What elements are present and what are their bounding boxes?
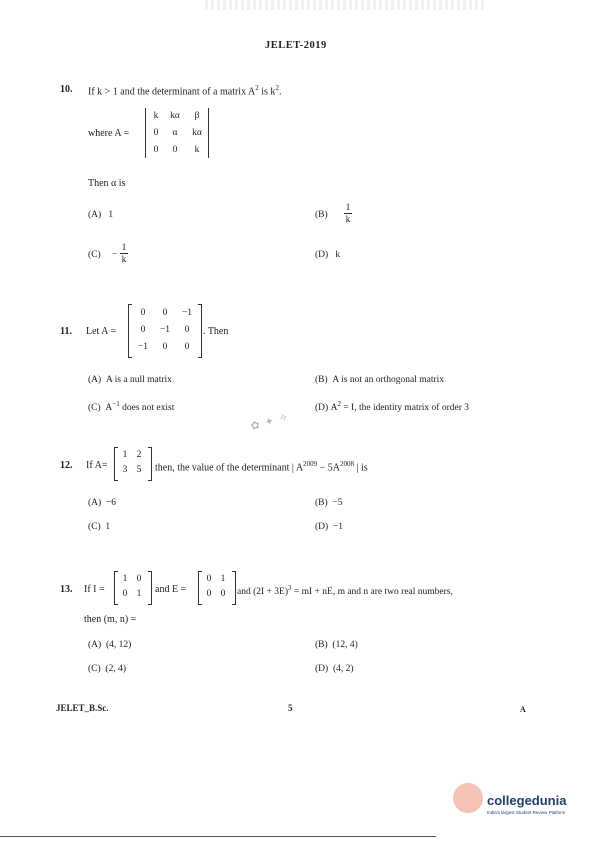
q10-where: where A = xyxy=(88,128,130,139)
q11-option-c: (C) $A^{-1}$ does not exist xyxy=(88,400,175,414)
q11-option-b: (B) A is not an orthogonal matrix xyxy=(315,375,445,385)
matrix-cell: 2 xyxy=(136,450,142,460)
footer-rule xyxy=(0,836,436,837)
matrix-cell: 0 xyxy=(206,589,212,599)
matrix-cell: 0 xyxy=(153,145,159,155)
q12-if: If A= xyxy=(86,460,108,471)
matrix-cell: −1 xyxy=(159,325,171,335)
q10-stem: If k > 1 and the determinant of a matrix $A^2$ is $k^2$. xyxy=(88,84,282,98)
q13-then: then (m, n) = xyxy=(84,614,137,625)
matrix-cell: α xyxy=(172,128,178,138)
logo-tagline: India's largest Student Review Platform xyxy=(487,810,566,815)
q13-if: If I = xyxy=(84,584,105,595)
matrix-cell: β xyxy=(194,111,200,121)
q12-option-a: (A) −6 xyxy=(88,498,117,508)
q10-option-b-label: (B) xyxy=(315,210,328,220)
q13-number: 13. xyxy=(60,584,73,595)
matrix-cell: 1 xyxy=(136,589,142,599)
q13-matrix-e xyxy=(198,572,236,604)
q12-option-c: (C) 1 xyxy=(88,522,111,532)
matrix-cell: −1 xyxy=(137,342,149,352)
logo-name: collegedunia xyxy=(487,793,567,808)
q10-then: Then α is xyxy=(88,178,126,189)
q11-number: 11. xyxy=(60,326,72,337)
matrix-cell: kα xyxy=(170,111,180,121)
matrix-cell: 3 xyxy=(122,465,128,475)
q12-number: 12. xyxy=(60,460,73,471)
q11-let: Let A = xyxy=(86,326,117,337)
matrix-cell: kα xyxy=(192,128,202,138)
matrix-cell: 1 xyxy=(122,450,128,460)
matrix-cell: 0 xyxy=(184,325,190,335)
q13-matrix-i xyxy=(114,572,152,604)
footer-page-number: 5 xyxy=(288,703,293,713)
q10-option-c-label: (C) xyxy=(88,250,101,260)
q10-option-d: (D) k xyxy=(315,250,341,260)
matrix-cell: 0 xyxy=(184,342,190,352)
watermark-stamp: ✿ ✦ ✧ xyxy=(248,410,291,433)
matrix-cell: 0 xyxy=(140,308,146,318)
matrix-cell: 0 xyxy=(220,589,226,599)
q13-option-b: (B) (12, 4) xyxy=(315,640,358,650)
q11-then: . Then xyxy=(203,326,229,337)
q10-number: 10. xyxy=(60,84,73,95)
matrix-cell: −1 xyxy=(181,308,193,318)
q10-option-c-sign: − xyxy=(112,250,118,260)
footer-code: JELET_B.Sc. xyxy=(56,703,109,713)
matrix-cell: k xyxy=(194,145,200,155)
q13-and-e: and E = xyxy=(155,584,187,595)
matrix-cell: 0 xyxy=(136,574,142,584)
q12-option-d: (D) −1 xyxy=(315,522,344,532)
q13-option-a: (A) (4, 12) xyxy=(88,640,132,650)
matrix-cell: 0 xyxy=(122,589,128,599)
q13-option-c: (C) (2, 4) xyxy=(88,664,126,674)
q11-matrix xyxy=(128,305,202,357)
q10-option-a: (A) 1 xyxy=(88,210,114,220)
q10-determinant xyxy=(145,108,209,158)
q11-option-d: (D) $A^2 = I$, the identity matrix of order 3 xyxy=(315,400,469,414)
matrix-cell: 5 xyxy=(136,465,142,475)
matrix-cell: 0 xyxy=(162,308,168,318)
q13-option-d: (D) (4, 2) xyxy=(315,664,354,674)
matrix-cell: 0 xyxy=(153,128,159,138)
matrix-cell: 0 xyxy=(206,574,212,584)
matrix-cell: 0 xyxy=(172,145,178,155)
matrix-cell: 1 xyxy=(122,574,128,584)
q12-matrix xyxy=(114,448,152,480)
matrix-cell: 1 xyxy=(220,574,226,584)
matrix-cell: 0 xyxy=(162,342,168,352)
matrix-cell: 0 xyxy=(140,325,146,335)
page-header: JELET-2019 xyxy=(265,40,327,51)
q11-option-a: (A) A is a null matrix xyxy=(88,375,172,385)
scan-noise xyxy=(205,0,485,10)
q12-stem: then, the value of the determinant | $A^{2009} - 5A^{2008}$ | is xyxy=(155,460,368,474)
q10-option-b-fraction: 1 k xyxy=(345,202,351,224)
q10-option-c-fraction: 1 k xyxy=(121,242,127,264)
footer-set: A xyxy=(520,705,526,714)
q13-stem: and $(2I + 3E)^3$ = mI + nE, m and n are two real numbers, xyxy=(237,584,453,598)
mascot-icon xyxy=(453,783,483,813)
matrix-cell: k xyxy=(153,111,159,121)
q12-option-b: (B) −5 xyxy=(315,498,343,508)
